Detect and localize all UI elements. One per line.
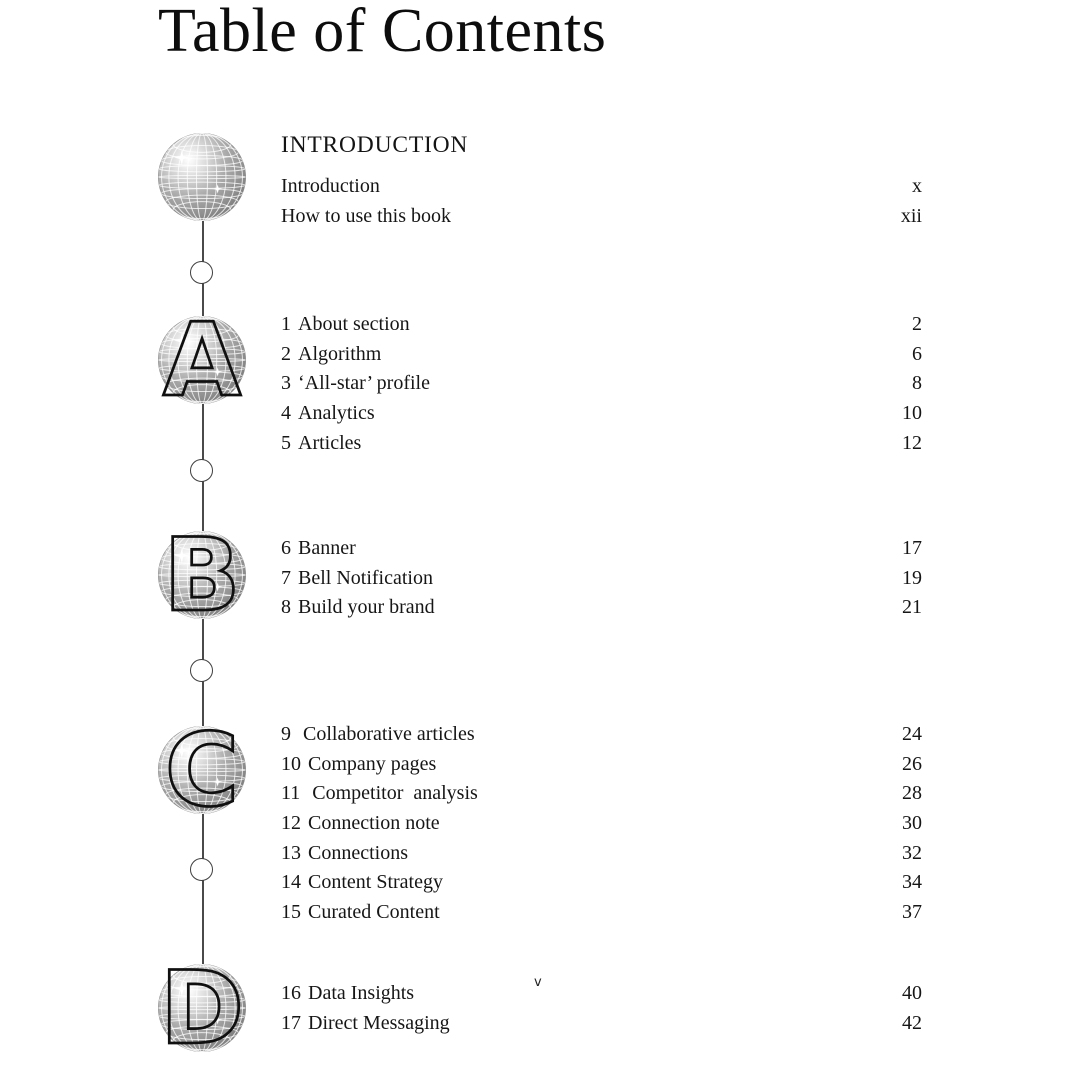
entry-number: 16 [281,982,301,1004]
entry-title: How to use this book [281,204,451,227]
entry-title: Direct Messaging [308,1011,450,1034]
entry-page: 26 [902,752,922,775]
toc-entry [281,369,922,399]
toc-entry [281,202,922,232]
toc-entry [281,340,922,370]
entry-page: 40 [902,982,922,1004]
toc-entry [281,1009,922,1039]
entry-page: 6 [912,342,922,365]
entry-number: 8 [281,596,291,619]
section-d [281,979,922,1038]
toc-entry [281,720,922,750]
folio-page-number: v [534,975,542,990]
entry-number: 14 [281,871,301,894]
toc-entry [281,534,922,564]
entry-number: 9 [281,723,291,745]
entry-page: 42 [902,1011,922,1034]
section-c [281,720,922,928]
entry-title: Content Strategy [308,871,443,894]
entry-title: ‘All-star’ profile [298,372,430,395]
connector-circle [190,659,213,682]
entry-number: 3 [281,372,291,395]
toc-entry [281,839,922,869]
disco-ball-c [156,724,248,816]
entry-number: 6 [281,537,291,559]
toc-entry [281,399,922,429]
toc-entry [281,429,922,459]
entry-title: Algorithm [298,342,382,365]
entry-number: 11 [281,782,301,805]
toc-entry [281,564,922,594]
entry-page: 8 [912,372,922,395]
toc-entry [281,809,922,839]
disco-ball-letter: D [160,962,244,1054]
entry-title: Bell Notification [298,566,433,589]
entry-title: Build your brand [298,596,435,619]
connector-circle [190,858,213,881]
entry-number: 4 [281,402,291,425]
entry-number: 2 [281,342,291,365]
toc-entry [281,779,922,809]
entry-title: Competitor analysis [307,782,478,805]
entry-page: 19 [902,566,922,589]
entry-number: 15 [281,901,301,924]
toc-entry [281,172,922,202]
entry-page: 32 [902,841,922,864]
entry-page: 2 [912,313,922,335]
entry-page: 34 [902,871,922,894]
entry-number: 1 [281,313,291,335]
entry-number: 7 [281,566,291,589]
disco-ball-d [156,962,248,1054]
entry-title: Connections [308,841,408,864]
disco-ball-letter: B [163,529,241,621]
entry-title: Curated Content [308,901,440,924]
entry-number: 12 [281,812,301,835]
entry-page: x [912,175,922,197]
toc-entry [281,868,922,898]
connector-circle [190,261,213,284]
toc-entry [281,310,922,340]
entry-page: xii [900,204,922,227]
entry-page: 21 [902,596,922,619]
entry-page: 17 [902,537,922,559]
entry-number: 10 [281,752,301,775]
entry-title: Connection note [308,812,440,835]
section-b [281,534,922,623]
disco-ball-letter: A [162,314,242,406]
toc-entry [281,593,922,623]
entry-number: 17 [281,1011,301,1034]
section-header-introduction: INTRODUCTION [281,132,469,158]
toc-entry [281,898,922,928]
entry-number: 13 [281,841,301,864]
entry-page: 37 [902,901,922,924]
toc-entry [281,979,922,1009]
disco-ball-letter: C [164,724,240,816]
connector-circle [190,459,213,482]
entry-title: About section [298,313,410,335]
section-introduction [281,172,922,231]
disco-ball-a [156,314,248,406]
section-a [281,310,922,458]
entry-title: Introduction [281,175,380,197]
toc-entry [281,750,922,780]
entry-title: Analytics [298,402,375,425]
page-title: Table of Contents [158,0,607,65]
entry-page: 30 [902,812,922,835]
entry-page: 28 [902,782,922,805]
entry-number: 5 [281,431,291,454]
entry-title: Company pages [308,752,437,775]
entry-page: 10 [902,402,922,425]
entry-title: Articles [298,431,362,454]
entry-title: Data Insights [308,982,415,1004]
disco-ball-intro [156,131,248,223]
entry-title: Collaborative articles [298,723,475,745]
entry-page: 12 [902,431,922,454]
entry-page: 24 [902,723,922,745]
entry-title: Banner [298,537,356,559]
disco-ball-b [156,529,248,621]
